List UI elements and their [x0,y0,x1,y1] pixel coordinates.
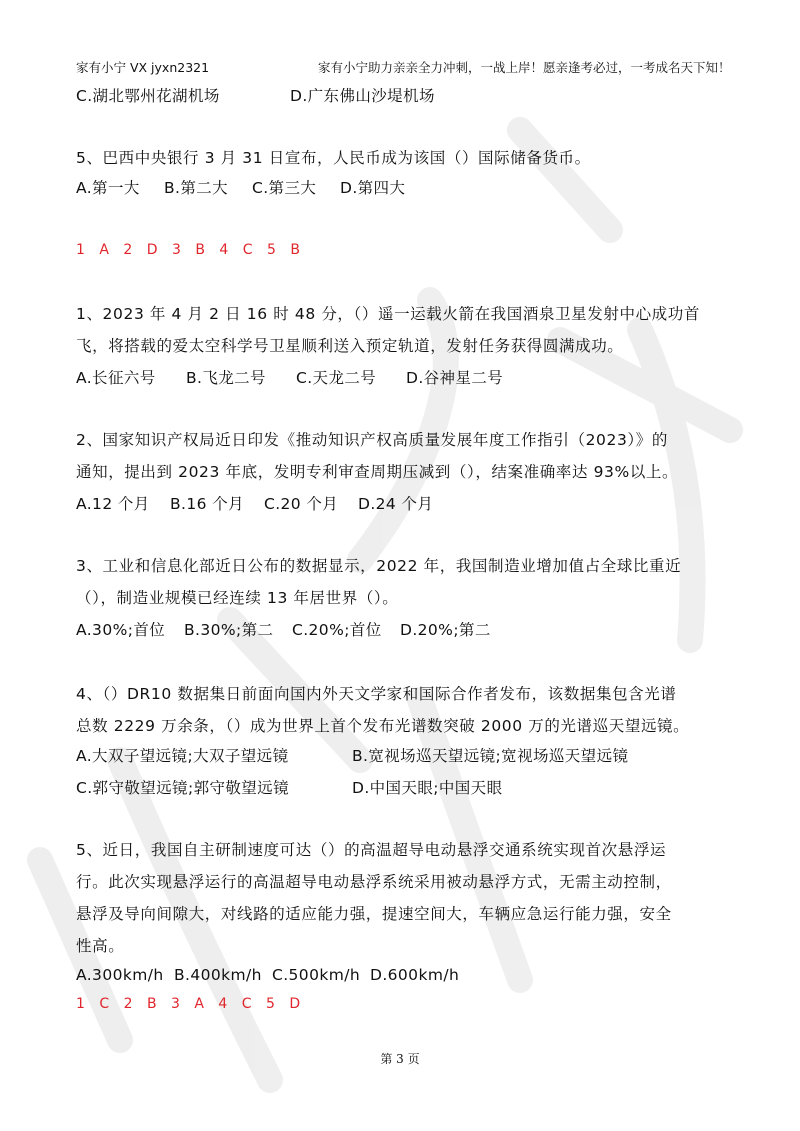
option-c: C.湖北鄂州花湖机场 [76,87,220,105]
question-2-line-2: 通知，提出到 2023 年底，发明专利审查周期压减到（），结案准确率达 93%以上。 [76,463,679,481]
option-d: D.20%;第二 [400,621,491,639]
option-b: B.30%;第二 [184,621,274,639]
question-4-options-cd [76,776,503,798]
option-d: D.第四大 [340,179,406,197]
option-b: B.宽视场巡天望远镜;宽视场巡天望远镜 [352,747,629,765]
option-a: A.第一大 [76,179,140,197]
question-5b-line-1: 5、近日，我国自主研制速度可达（）的高温超导电动悬浮交通系统实现首次悬浮运 [76,841,667,859]
option-a: A.30%;首位 [76,621,166,639]
option-d: D.中国天眼;中国天眼 [352,779,503,797]
option-a: A.大双子望远镜;大双子望远镜 [76,747,289,765]
option-c: C.郭守敬望远镜;郭守敬望远镜 [76,779,289,797]
page-number: 第 3 页 [380,1052,420,1066]
question-4-options-ab [76,744,628,766]
option-b: B.第二大 [164,179,229,197]
question-5a-options [76,176,405,198]
option-d: D.谷神星二号 [406,369,504,387]
header-left: 家有小宁 VX jyxn2321 [76,60,210,75]
option-c: C.天龙二号 [296,369,377,387]
question-2-line-1: 2、国家知识产权局近日印发《推动知识产权高质量发展年度工作指引（2023）》的 [76,431,668,449]
question-2-options [76,492,433,514]
question-5a-text: 5、巴西中央银行 3 月 31 日宣布，人民币成为该国（）国际储备货币。 [76,149,591,167]
option-a: A.长征六号 [76,369,156,387]
question-3-line-2: （），制造业规模已经连续 13 年居世界（）。 [76,589,399,607]
question-5b-line-4: 性高。 [76,937,125,955]
option-c: C.20%;首位 [292,621,382,639]
question-3-options [76,618,491,640]
question-1-line-1: 1、2023 年 4 月 2 日 16 时 48 分，（）遥一运载火箭在我国酒泉卫星发射中心成功首 [76,305,700,323]
option-b: B.400km/h [174,966,262,984]
prev-options [76,84,435,106]
option-a: A.12 个月 [76,495,150,513]
option-d: D.广东佛山沙堤机场 [290,87,435,105]
answer-key-2: 1 C 2 B 3 A 4 C 5 D [76,996,306,1012]
question-4-line-2: 总数 2229 万余条，（）成为世界上首个发布光谱数突破 2000 万的光谱巡天望远镜。 [76,717,690,735]
question-5b-options [76,966,459,984]
option-c: C.第三大 [252,179,317,197]
option-d: D.24 个月 [358,495,434,513]
option-b: B.16 个月 [170,495,245,513]
question-1-line-2: 飞，将搭载的爱太空科学号卫星顺利送入预定轨道，发射任务获得圆满成功。 [76,337,624,355]
option-c: C.20 个月 [264,495,339,513]
option-a: A.300km/h [76,966,164,984]
question-3-line-1: 3、工业和信息化部近日公布的数据显示，2022 年，我国制造业增加值占全球比重近 [76,557,682,575]
option-b: B.飞龙二号 [186,369,266,387]
question-1-options [76,366,503,388]
option-c: C.500km/h [272,966,361,984]
question-5b-line-2: 行。此次实现悬浮运行的高温超导电动悬浮系统采用被动悬浮方式，无需主动控制， [76,873,672,891]
option-d: D.600km/h [370,966,460,984]
question-4-line-1: 4、（）DR10 数据集日前面向国内外天文学家和国际合作者发布，该数据集包含光谱 [76,685,677,703]
question-5b-line-3: 悬浮及导向间隙大，对线路的适应能力强，提速空间大，车辆应急运行能力强，安全 [76,905,672,923]
header-right: 家有小宁助力亲亲全力冲刺，一战上岸！愿亲逢考必过，一考成名天下知！ [318,60,731,75]
answer-key-1: 1 A 2 D 3 B 4 C 5 B [76,242,305,258]
